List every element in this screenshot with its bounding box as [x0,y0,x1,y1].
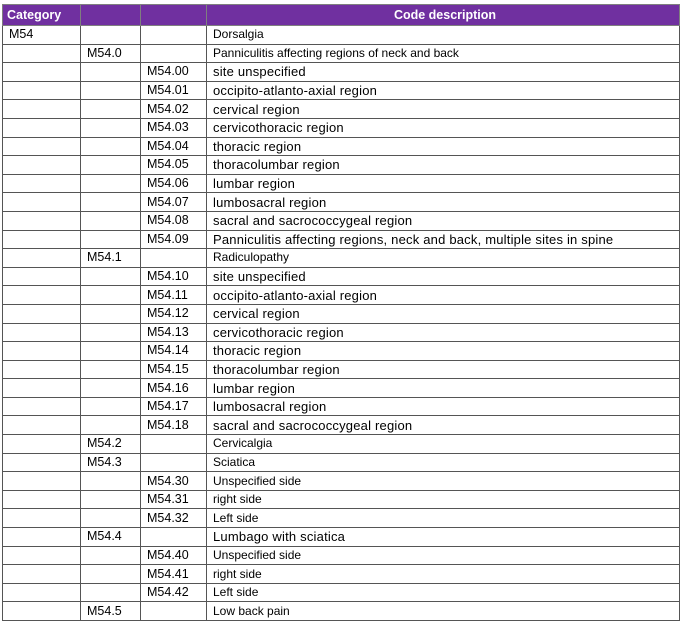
category-cell [3,528,81,547]
table-row [3,435,680,454]
category-cell [3,602,81,621]
table-row [3,156,680,175]
code-cell [141,602,207,621]
subcode-cell [81,490,141,509]
category-cell [3,453,81,472]
category-cell [3,323,81,342]
description-cell: site unspecified [207,267,680,286]
category-cell [3,416,81,435]
header-code-description: Code description [207,5,680,26]
table-row [3,174,680,193]
category-cell [3,118,81,137]
subcode-cell [81,583,141,602]
category-cell [3,44,81,63]
description-cell: Panniculitis affecting regions of neck and back [207,44,680,63]
code-cell: M54.08 [141,211,207,230]
table-row [3,137,680,156]
table-row [3,583,680,602]
subcode-cell [81,472,141,491]
table-header-row [3,5,680,26]
description-cell: sacral and sacrococcygeal region [207,416,680,435]
category-cell [3,304,81,323]
subcode-cell [81,156,141,175]
category-cell [3,379,81,398]
category-cell [3,472,81,491]
subcode-cell [81,379,141,398]
description-cell: right side [207,565,680,584]
table-row [3,416,680,435]
table-row [3,286,680,305]
category-cell [3,286,81,305]
code-cell: M54.12 [141,304,207,323]
table-row [3,118,680,137]
description-cell: sacral and sacrococcygeal region [207,211,680,230]
code-cell: M54.17 [141,397,207,416]
subcode-cell [81,211,141,230]
description-cell: Lumbago with sciatica [207,528,680,547]
description-cell: Radiculopathy [207,249,680,268]
table-row [3,304,680,323]
code-cell: M54.09 [141,230,207,249]
category-cell [3,63,81,82]
description-cell: lumbar region [207,174,680,193]
table-body [3,26,680,621]
description-cell: lumbar region [207,379,680,398]
category-cell [3,230,81,249]
description-cell: lumbosacral region [207,193,680,212]
subcode-cell [81,397,141,416]
category-cell [3,546,81,565]
header-subcode [81,5,141,26]
subcode-cell: M54.1 [81,249,141,268]
subcode-cell [81,286,141,305]
code-cell: M54.05 [141,156,207,175]
table-row [3,193,680,212]
table-row [3,249,680,268]
description-cell: occipito-atlanto-axial region [207,81,680,100]
code-cell: M54.32 [141,509,207,528]
description-cell: Unspecified side [207,546,680,565]
subcode-cell [81,137,141,156]
header-category: Category [3,5,81,26]
subcode-cell [81,304,141,323]
subcode-cell [81,100,141,119]
code-cell: M54.11 [141,286,207,305]
category-cell [3,397,81,416]
description-cell: Low back pain [207,602,680,621]
description-cell: cervical region [207,304,680,323]
table-row [3,81,680,100]
table-row [3,323,680,342]
category-cell [3,100,81,119]
category-cell [3,583,81,602]
subcode-cell [81,267,141,286]
category-cell: M54 [3,26,81,45]
description-cell: cervical region [207,100,680,119]
table-row [3,230,680,249]
code-cell: M54.03 [141,118,207,137]
category-cell [3,267,81,286]
category-cell [3,435,81,454]
category-cell [3,81,81,100]
description-cell: cervicothoracic region [207,323,680,342]
subcode-cell [81,81,141,100]
code-cell [141,249,207,268]
table-row [3,397,680,416]
description-cell: thoracic region [207,137,680,156]
table-row [3,342,680,361]
description-cell: Sciatica [207,453,680,472]
subcode-cell: M54.0 [81,44,141,63]
code-cell: M54.06 [141,174,207,193]
table-row [3,509,680,528]
subcode-cell [81,63,141,82]
category-cell [3,137,81,156]
code-cell: M54.01 [141,81,207,100]
table-row [3,453,680,472]
category-cell [3,490,81,509]
description-cell: Panniculitis affecting regions, neck and back, multiple sites in spine [207,230,680,249]
description-cell: cervicothoracic region [207,118,680,137]
table-row [3,100,680,119]
category-cell [3,565,81,584]
subcode-cell [81,26,141,45]
code-cell [141,44,207,63]
subcode-cell [81,323,141,342]
subcode-cell [81,342,141,361]
table-row [3,602,680,621]
table-row [3,528,680,547]
code-cell [141,453,207,472]
category-cell [3,342,81,361]
code-cell: M54.02 [141,100,207,119]
table-row [3,63,680,82]
subcode-cell [81,546,141,565]
description-cell: Unspecified side [207,472,680,491]
code-cell: M54.04 [141,137,207,156]
description-cell: thoracolumbar region [207,360,680,379]
description-cell: thoracolumbar region [207,156,680,175]
subcode-cell: M54.2 [81,435,141,454]
description-cell: lumbosacral region [207,397,680,416]
table-row [3,44,680,63]
header-code [141,5,207,26]
description-cell: Left side [207,583,680,602]
table-row [3,211,680,230]
code-cell: M54.14 [141,342,207,361]
table-row [3,490,680,509]
category-cell [3,249,81,268]
code-cell: M54.30 [141,472,207,491]
table-row [3,360,680,379]
code-cell [141,26,207,45]
code-cell: M54.10 [141,267,207,286]
category-cell [3,174,81,193]
subcode-cell [81,174,141,193]
icd-code-table [2,4,680,621]
code-cell: M54.40 [141,546,207,565]
description-cell: thoracic region [207,342,680,361]
table-row [3,379,680,398]
code-cell: M54.18 [141,416,207,435]
subcode-cell [81,360,141,379]
code-cell [141,435,207,454]
code-cell: M54.13 [141,323,207,342]
subcode-cell [81,416,141,435]
subcode-cell [81,118,141,137]
description-cell: right side [207,490,680,509]
icd-code-table-container [2,4,679,621]
table-row [3,546,680,565]
subcode-cell: M54.4 [81,528,141,547]
description-cell: Cervicalgia [207,435,680,454]
subcode-cell: M54.5 [81,602,141,621]
code-cell: M54.41 [141,565,207,584]
subcode-cell [81,230,141,249]
subcode-cell [81,565,141,584]
table-row [3,565,680,584]
category-cell [3,193,81,212]
description-cell: Left side [207,509,680,528]
description-cell: occipito-atlanto-axial region [207,286,680,305]
category-cell [3,211,81,230]
category-cell [3,360,81,379]
description-cell: Dorsalgia [207,26,680,45]
code-cell: M54.42 [141,583,207,602]
table-row [3,472,680,491]
code-cell: M54.31 [141,490,207,509]
category-cell [3,156,81,175]
subcode-cell [81,509,141,528]
description-cell: site unspecified [207,63,680,82]
code-cell: M54.07 [141,193,207,212]
category-cell [3,509,81,528]
code-cell: M54.15 [141,360,207,379]
subcode-cell [81,193,141,212]
code-cell [141,528,207,547]
table-row [3,267,680,286]
code-cell: M54.16 [141,379,207,398]
table-row [3,26,680,45]
subcode-cell: M54.3 [81,453,141,472]
code-cell: M54.00 [141,63,207,82]
